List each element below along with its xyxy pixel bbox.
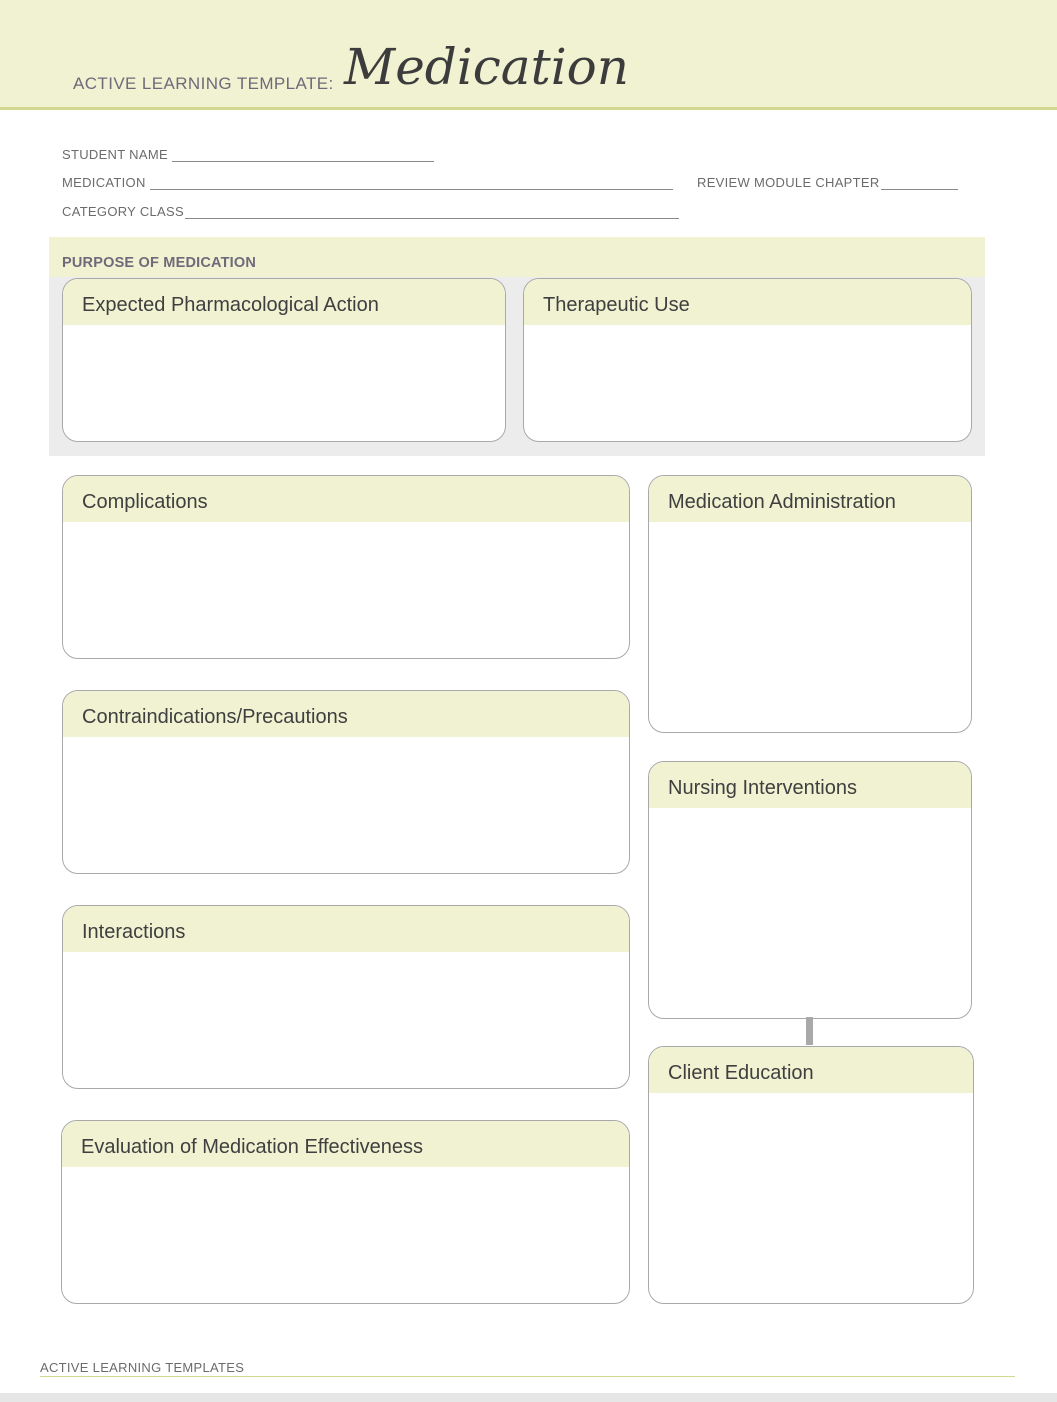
category-class-line[interactable] [185, 206, 679, 219]
template-header [0, 0, 1057, 110]
review-module-chapter-line[interactable] [881, 177, 958, 190]
category-class-field[interactable] [62, 203, 679, 219]
page-bottom-strip [0, 1393, 1057, 1402]
footer-divider [40, 1376, 1015, 1377]
student-name-line[interactable] [172, 149, 434, 162]
complications-box[interactable] [62, 475, 630, 659]
evaluation-box[interactable] [61, 1120, 630, 1304]
medication-line[interactable] [150, 177, 673, 190]
nursing-interventions-heading: Nursing Interventions [649, 762, 971, 808]
medication-administration-box[interactable] [648, 475, 972, 733]
therapeutic-use-heading: Therapeutic Use [524, 279, 971, 325]
evaluation-heading: Evaluation of Medication Effectiveness [62, 1121, 629, 1167]
student-name-field[interactable] [62, 146, 434, 162]
interactions-heading: Interactions [63, 906, 629, 952]
medication-field[interactable] [62, 174, 673, 190]
student-name-label: STUDENT NAME [62, 147, 168, 162]
connector-line [806, 1017, 813, 1045]
nursing-interventions-box[interactable] [648, 761, 972, 1019]
review-module-chapter-field[interactable] [697, 174, 958, 190]
therapeutic-use-box[interactable] [523, 278, 972, 442]
expected-action-heading: Expected Pharmacological Action [63, 279, 505, 325]
template-prefix: ACTIVE LEARNING TEMPLATE: [73, 74, 334, 93]
footer-text: ACTIVE LEARNING TEMPLATES [40, 1360, 245, 1375]
client-education-heading: Client Education [649, 1047, 973, 1093]
category-class-label: CATEGORY CLASS [62, 204, 184, 219]
purpose-label: PURPOSE OF MEDICATION [62, 255, 257, 271]
medication-administration-heading: Medication Administration [649, 476, 971, 522]
interactions-box[interactable] [62, 905, 630, 1089]
review-module-chapter-label: REVIEW MODULE CHAPTER [697, 175, 880, 190]
expected-action-box[interactable] [62, 278, 506, 442]
template-title: Medication [344, 38, 629, 96]
contraindications-heading: Contraindications/Precautions [63, 691, 629, 737]
client-education-box[interactable] [648, 1046, 974, 1304]
medication-label: MEDICATION [62, 175, 146, 190]
complications-heading: Complications [63, 476, 629, 522]
contraindications-box[interactable] [62, 690, 630, 874]
